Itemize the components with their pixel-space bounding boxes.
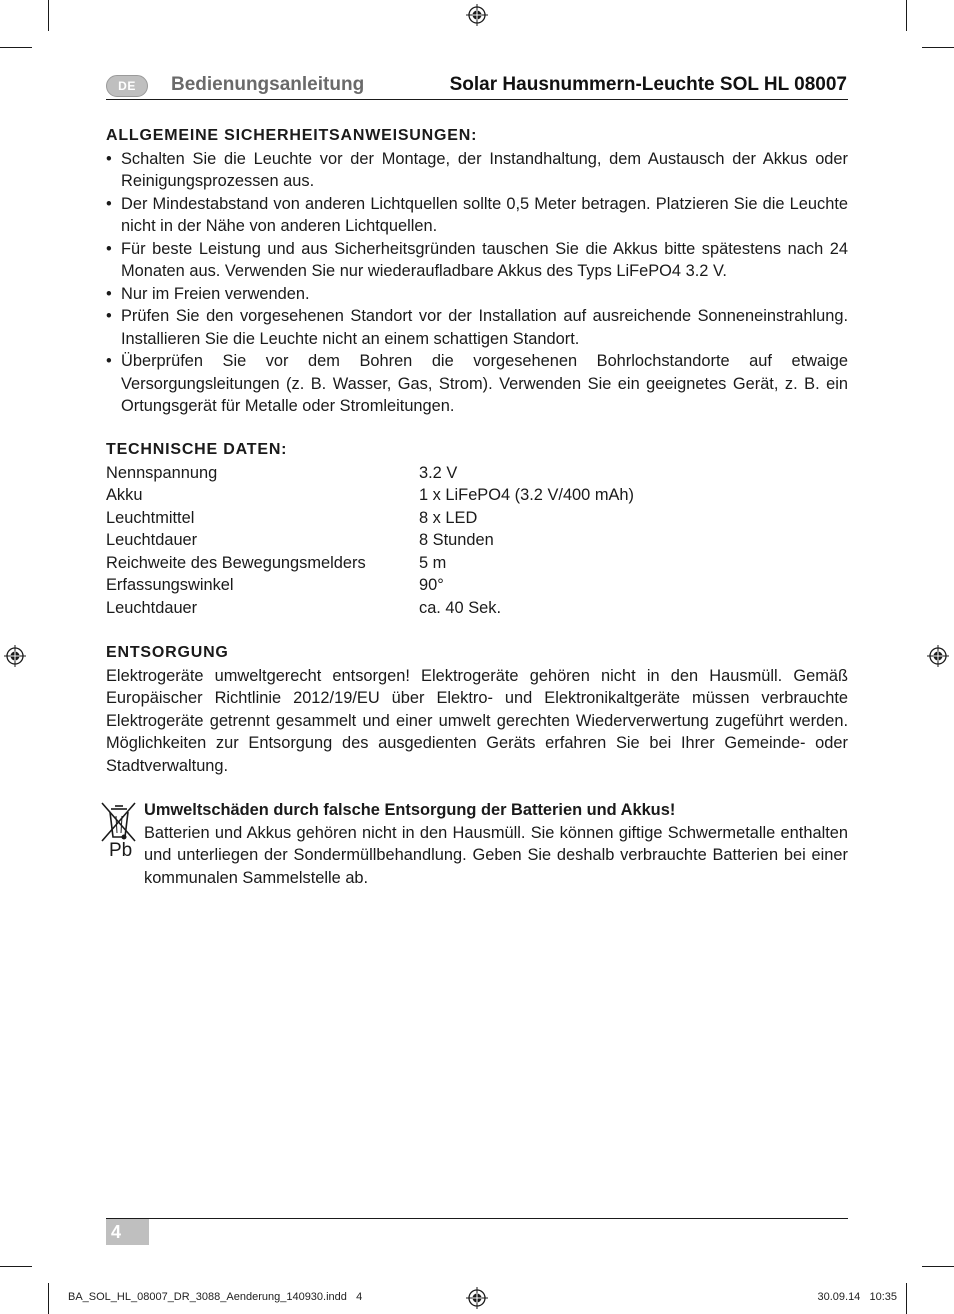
spec-row — [106, 552, 848, 575]
crop-mark — [922, 1266, 954, 1267]
crop-mark — [906, 0, 907, 31]
spec-label: Erfassungswinkel — [106, 576, 234, 594]
registration-mark-icon — [927, 645, 949, 667]
page-number: 4 — [106, 1219, 149, 1245]
warning-title: Umweltschäden durch falsche Entsorgung der Batterien und Akkus! — [144, 801, 676, 819]
list-item: • Prüfen Sie den vorgesehenen Standort vor der Installation auf ausreichende Sonneneinstrahlung. Installieren Sie die Leuchte nicht an einem schattigen Standort. — [106, 305, 848, 350]
section-heading: TECHNISCHE DATEN: — [106, 441, 288, 458]
list-item: • Für beste Leistung und aus Sicherheitsgründen tauschen Sie die Akkus bitte spätestens nach 24 Monaten aus. Verwenden Sie nur wiederaufladbare Akkus des Typs LiFePO4 3.2 V. — [106, 238, 848, 283]
spec-row — [106, 529, 848, 552]
tech-section — [106, 439, 848, 619]
crop-mark — [0, 1266, 32, 1267]
battery-warning — [144, 799, 848, 889]
spec-value: 8 Stunden — [419, 531, 494, 549]
crop-mark — [906, 1283, 907, 1314]
spec-row — [106, 574, 848, 597]
spec-value: 8 x LED — [419, 508, 478, 527]
safety-list — [106, 148, 848, 418]
spec-label: Akku — [106, 486, 143, 504]
safety-section — [106, 125, 848, 418]
registration-mark-icon — [4, 645, 26, 667]
document-type: Bedienungsanleitung — [171, 74, 365, 95]
language-badge: DE — [106, 75, 148, 97]
crop-mark — [48, 1283, 49, 1314]
spec-row — [106, 484, 848, 507]
warning-text: Batterien und Akkus gehören nicht in den Hausmüll. Sie können giftige Schwermetalle enthalten und unterliegen der Sondermüllbehandlung. Geben Sie deshalb verbrauchte Batterien bei einer kommunalen Sammelstelle ab. — [144, 823, 848, 887]
header-rule — [106, 99, 848, 100]
spec-label: Leuchtdauer — [106, 598, 198, 617]
spec-row — [106, 597, 848, 620]
spec-row — [106, 507, 848, 530]
spec-label: Leuchtdauer — [106, 531, 198, 549]
print-date: 30.09.14 10:35 — [817, 1291, 897, 1303]
spec-label: Reichweite des Bewegungsmelders — [106, 553, 366, 572]
list-item: • Nur im Freien verwenden. — [106, 283, 848, 306]
file-slug: BA_SOL_HL_08007_DR_3088_Aenderung_140930.indd 4 — [68, 1291, 363, 1303]
spec-value: ca. 40 Sek. — [419, 598, 502, 617]
footer-rule — [106, 1218, 848, 1219]
disposal-text: Elektrogeräte umweltgerecht entsorgen! Elektrogeräte gehören nicht in den Hausmüll. Gemäß Europäischer Richtlinie 2012/19/EU über Elektro- und Elektronikaltgeräte müssen verbrauchte Elektrogeräte getrennt gesammelt und einer umwelt gerechten Wiederverwertung zugeführt werden. Möglichkeiten zur Entsorgung des ausgedienten Geräts erfahren Sie bei Ihrer Gemeinde- oder Stadtverwaltung. — [106, 666, 848, 775]
product-title: Solar Hausnummern-Leuchte SOL HL 08007 — [449, 74, 847, 95]
spec-label: Nennspannung — [106, 463, 218, 482]
disposal-section — [106, 642, 848, 777]
section-heading: ALLGEMEINE SICHERHEITSANWEISUNGEN: — [106, 127, 478, 144]
pb-label: Pb — [109, 840, 133, 861]
crop-mark — [922, 47, 954, 48]
list-item: • Überprüfen Sie vor dem Bohren die vorgesehenen Bohrlochstandorte auf etwaige Versorgungsleitungen (z. B. Wasser, Gas, Strom). Verwenden Sie ein geeignetes Gerät, z. B. ein Ortungsgerät für Metalle oder Stromleitungen. — [106, 350, 848, 418]
list-item: • Schalten Sie die Leuchte vor der Montage, der Instandhaltung, dem Austausch der Akkus oder Reinigungsprozessen aus. — [106, 148, 848, 193]
registration-mark-icon — [466, 1287, 488, 1309]
spec-value: 1 x LiFePO4 (3.2 V/400 mAh) — [419, 486, 634, 504]
spec-value: 3.2 V — [419, 463, 458, 482]
crop-mark — [0, 47, 32, 48]
spec-value: 90° — [419, 576, 444, 594]
registration-mark-icon — [466, 4, 488, 26]
list-item: • Der Mindestabstand von anderen Lichtquellen sollte 0,5 Meter betragen. Platzieren Sie die Leuchte nicht in der Nähe von anderen Lichtquellen. — [106, 193, 848, 238]
spec-row — [106, 462, 848, 485]
section-heading: ENTSORGUNG — [106, 644, 229, 661]
spec-label: Leuchtmittel — [106, 508, 195, 527]
crop-mark — [48, 0, 49, 31]
spec-value: 5 m — [419, 553, 447, 572]
